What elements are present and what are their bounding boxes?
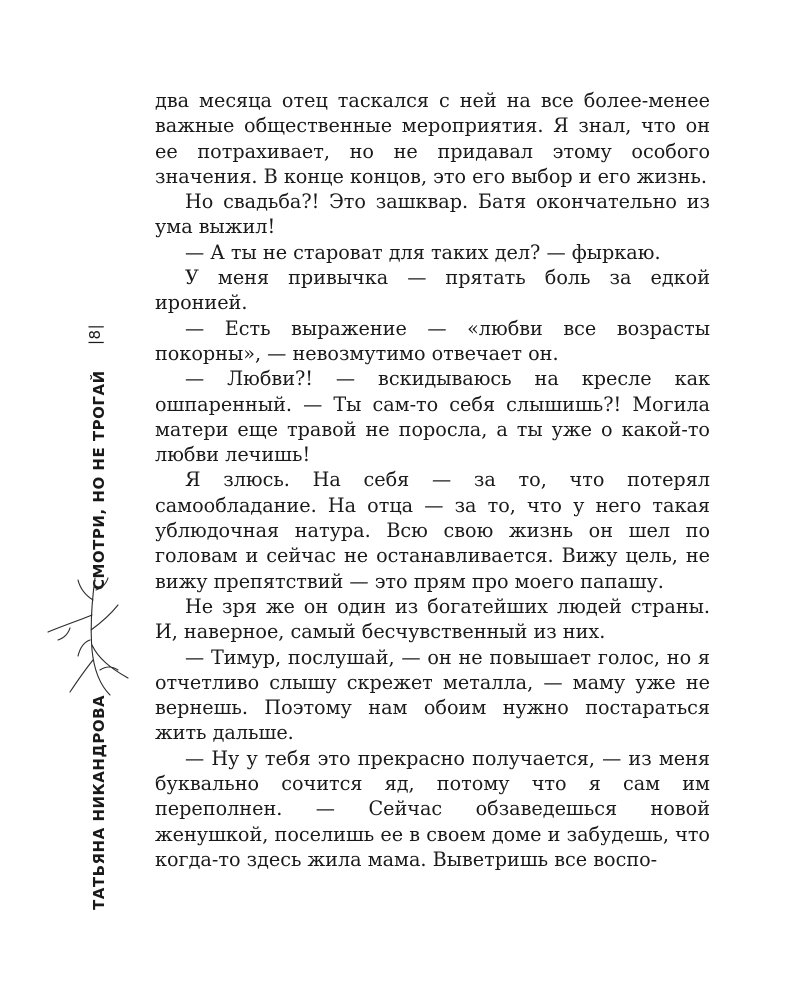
sprig-branch: [70, 660, 93, 692]
paragraph: Но свадьба?! Это зашквар. Батя окончательно из ума выжил!: [155, 190, 710, 239]
paragraph: Не зря же он один из богатейших людей страны. И, наверное, самый бесчувственный из них.: [155, 594, 710, 644]
paragraph: У меня привычка — прятать боль за едкой иронией.: [155, 266, 710, 315]
book-title: СМОТРИ, НО НЕ ТРОГАЙ: [90, 370, 108, 590]
page-number-value: 8: [86, 329, 104, 340]
spine-area: [0, 0, 150, 1000]
floral-sprig-icon: [40, 570, 150, 700]
paragraph: — Ну у тебя это прекрасно получается, — из меня буквально сочится яд, потому что я сам им переполнен. — Сейчас обзаведешься новой женушкой, поселишь ее в своем доме и забудешь, что когда-то здесь жила мама. Выветришь все воспо-: [155, 746, 710, 871]
page-number: |​8​|: [86, 323, 104, 345]
paragraph: — Тимур, послушай, — он не повышает голос, но я отчетливо слышу скрежет металла, — маму уже не вернешь. Поэтому нам обоим нужно постараться жить дальше.: [155, 645, 710, 745]
paragraph: два месяца отец таскался с ней на все более-менее важные общественные мероприятия. Я знал, что он ее потрахивает, но не придавал этому особого значения. В конце концов, это его выбор и его жизнь.: [155, 89, 710, 188]
sprig-leaf: [78, 640, 90, 656]
body-text: [155, 88, 710, 872]
paragraph: Я злюсь. На себя — за то, что потерял самообладание. На отца — за то, что у него такая ублюдочная натура. Всю свою жизнь он шел по головам и сейчас не останавливается. Вижу цель, не вижу препятствий — это прям про моего папашу.: [155, 468, 710, 593]
paragraph: — Есть выражение — «любви все возрасты покорны», — невозмутимо отвечает он.: [155, 316, 710, 365]
paragraph: — А ты не староват для таких дел? — фыркаю.: [185, 240, 661, 264]
sprig-leaf: [58, 628, 70, 640]
sprig-stem: [91, 578, 110, 695]
sprig-branch: [92, 645, 128, 678]
paragraph: — Любви?! — вскидываюсь на кресле как ошпаренный. — Ты сам-то себя слышишь?! Могила матери еще травой не поросла, а ты уже о какой-то любви лечишь!: [155, 367, 710, 467]
sprig-branch: [78, 580, 93, 600]
author-name: ТАТЬЯНА НИКАНДРОВА: [90, 694, 108, 910]
sprig-leaf: [96, 578, 108, 590]
sprig-branch: [91, 605, 118, 630]
